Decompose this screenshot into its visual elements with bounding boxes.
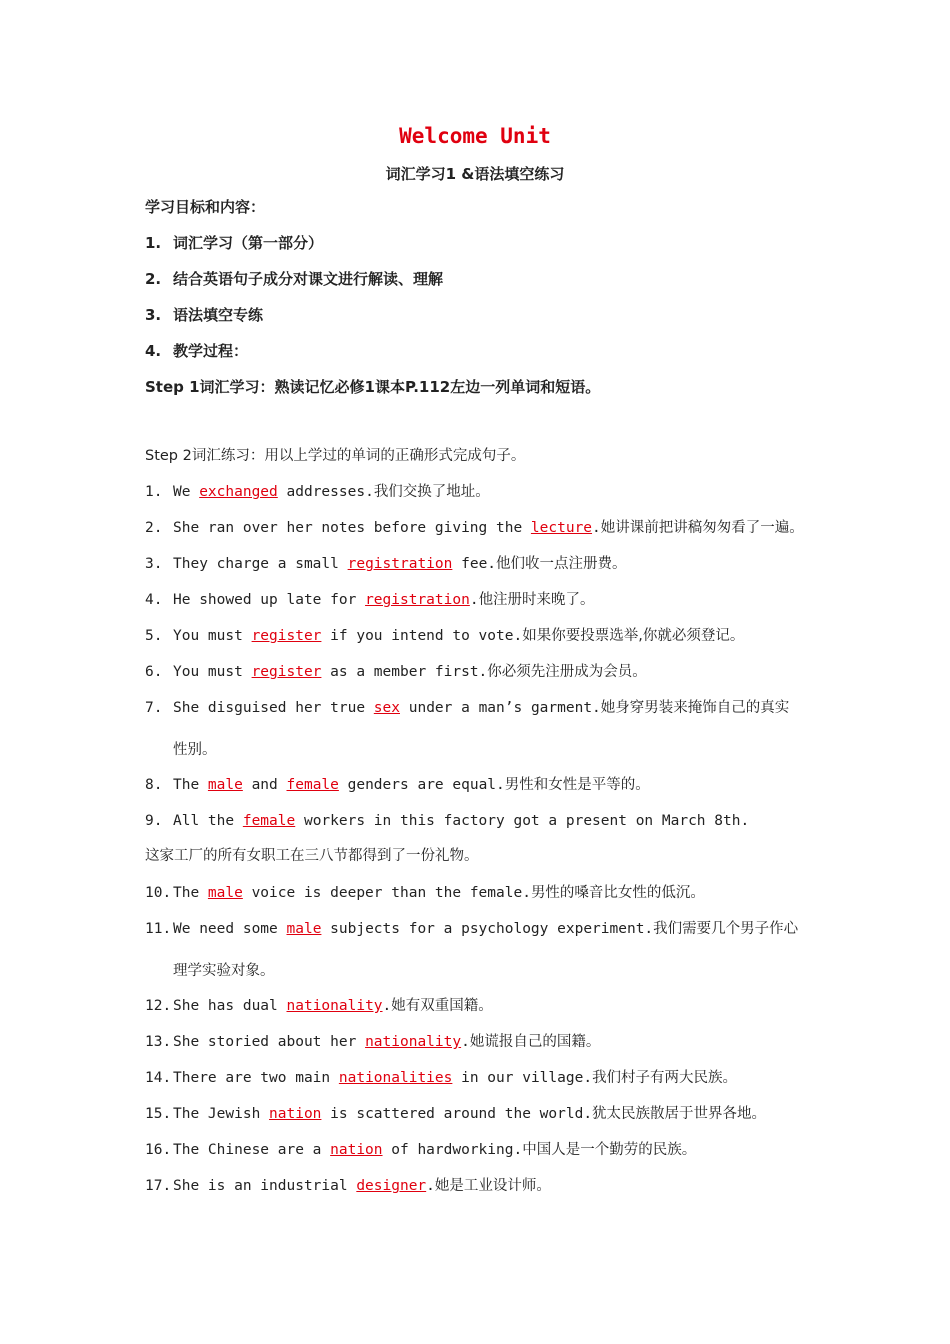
sentence-continuation: 性别。	[173, 742, 217, 758]
answer-word: registration	[365, 592, 470, 608]
answer-word: lecture	[530, 520, 593, 536]
answer-word: male	[207, 777, 243, 793]
step1-text: Step 1词汇学习：熟读记忆必修1课本P.112左边一列单词和短语。	[145, 378, 601, 396]
sentence-translation: 这家工厂的所有女职工在三八节都得到了一份礼物。	[145, 848, 479, 864]
exercise-sentence: 16. The Chinese are a nation of hardworking.中国人是一个勤劳的民族。	[145, 1142, 697, 1158]
sentence-continuation: 理学实验对象。	[173, 963, 275, 979]
answer-word: nationality	[365, 1034, 462, 1050]
exercise-sentence: 5. You must register if you intend to vote.如果你要投票选举,你就必须登记。	[145, 628, 745, 644]
exercise-sentence: 10. The male voice is deeper than the female.男性的嗓音比女性的低沉。	[145, 885, 705, 901]
goals-heading: 学习目标和内容：	[145, 198, 266, 216]
answer-word: male	[286, 921, 322, 937]
answer-word: sex	[373, 700, 400, 716]
answer-word: registration	[347, 556, 453, 572]
answer-word: register	[251, 664, 322, 680]
exercise-sentence: 13. She storied about her nationality.她谎报自己的国籍。	[145, 1034, 601, 1050]
step2-text: Step 2词汇练习：用以上学过的单词的正确形式完成句子。	[145, 448, 526, 464]
answer-word: nation	[330, 1142, 383, 1158]
exercise-sentence: 1. We exchanged addresses.我们交换了地址。	[145, 484, 490, 500]
goal-item: 1. 词汇学习（第一部分）	[145, 234, 324, 252]
exercise-sentence: 14. There are two main nationalities in our village.我们村子有两大民族。	[145, 1070, 738, 1086]
exercise-sentence: 7. She disguised her true sex under a man’s garment.她身穿男装来掩饰自己的真实	[145, 700, 790, 716]
answer-word: designer	[356, 1178, 427, 1194]
exercise-sentence: 6. You must register as a member first.你必须先注册成为会员。	[145, 664, 647, 680]
answer-word: male	[207, 885, 243, 901]
exercise-sentence: 3. They charge a small registration fee.他们收一点注册费。	[145, 556, 627, 572]
page-subtitle: 词汇学习1 &语法填空练习	[385, 165, 565, 183]
answer-word: nationality	[286, 998, 383, 1014]
goal-item: 2. 结合英语句子成分对课文进行解读、理解	[145, 270, 444, 288]
answer-word: register	[251, 628, 322, 644]
answer-word: nation	[269, 1106, 322, 1122]
exercise-sentence: 2. She ran over her notes before giving the lecture.她讲课前把讲稿匆匆看了一遍。	[145, 520, 804, 536]
exercise-sentence: 12. She has dual nationality.她有双重国籍。	[145, 998, 493, 1014]
answer-word: exchanged	[199, 484, 278, 500]
exercise-sentence: 11. We need some male subjects for a psychology experiment.我们需要几个男子作心	[145, 921, 799, 937]
exercise-sentence: 15. The Jewish nation is scattered around the world.犹太民族散居于世界各地。	[145, 1106, 767, 1122]
goal-item: 3. 语法填空专练	[145, 306, 264, 324]
answer-word: female	[242, 813, 296, 829]
answer-word: female	[286, 777, 339, 793]
exercise-sentence: 9. All the female workers in this factory got a present on March 8th.	[145, 813, 750, 829]
exercise-sentence: 4. He showed up late for registration.他注册时来晚了。	[145, 592, 595, 608]
goal-item: 4. 教学过程：	[145, 342, 249, 360]
answer-word: nationalities	[338, 1070, 453, 1086]
exercise-sentence: 17. She is an industrial designer.她是工业设计师。	[145, 1178, 551, 1194]
page-title: Welcome Unit	[399, 124, 551, 148]
exercise-sentence: 8. The male and female genders are equal.男性和女性是平等的。	[145, 777, 650, 793]
